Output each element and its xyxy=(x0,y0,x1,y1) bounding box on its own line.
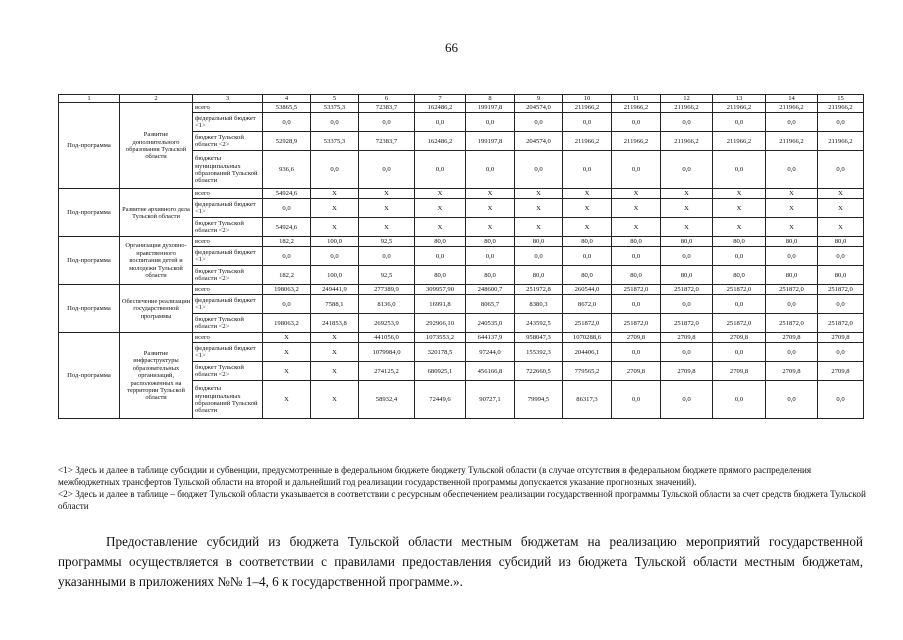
value-cell: 0,0 xyxy=(818,343,864,362)
value-cell: 0,0 xyxy=(661,113,713,132)
value-cell: 92,5 xyxy=(359,237,415,247)
value-cell: 80,0 xyxy=(415,266,466,285)
table-row xyxy=(59,333,864,343)
value-cell: 0,0 xyxy=(661,151,713,189)
value-cell: 92,5 xyxy=(359,266,415,285)
value-cell: X xyxy=(359,199,415,218)
header-cell: 15 xyxy=(818,95,864,103)
value-cell: 779565,2 xyxy=(563,362,612,381)
value-cell: 0,0 xyxy=(661,295,713,314)
value-cell: X xyxy=(612,218,661,237)
value-cell: X xyxy=(311,381,359,419)
value-cell: 0,0 xyxy=(661,381,713,419)
value-cell: X xyxy=(311,343,359,362)
value-cell: X xyxy=(713,199,766,218)
value-cell: 80,0 xyxy=(415,237,466,247)
value-cell: 204406,1 xyxy=(563,343,612,362)
subprogram-label: Под-программа xyxy=(59,285,120,333)
value-cell: 86317,3 xyxy=(563,381,612,419)
value-cell: X xyxy=(311,362,359,381)
value-cell: 211966,2 xyxy=(818,132,864,151)
value-cell: 211966,2 xyxy=(661,103,713,113)
value-cell: 241853,8 xyxy=(311,314,359,333)
value-cell: 80,0 xyxy=(612,237,661,247)
funding-source: бюджет Тульской области <2> xyxy=(193,132,263,151)
value-cell: X xyxy=(311,218,359,237)
value-cell: 320178,5 xyxy=(415,343,466,362)
value-cell: 16991,8 xyxy=(415,295,466,314)
value-cell: 80,0 xyxy=(818,266,864,285)
subprogram-label: Под-программа xyxy=(59,333,120,419)
value-cell: 0,0 xyxy=(515,113,563,132)
value-cell: 0,0 xyxy=(713,113,766,132)
value-cell: 80,0 xyxy=(515,266,563,285)
table-row xyxy=(59,285,864,295)
value-cell: 80,0 xyxy=(713,266,766,285)
value-cell: 1073553,2 xyxy=(415,333,466,343)
table-row xyxy=(59,237,864,247)
value-cell: 251972,8 xyxy=(515,285,563,295)
value-cell: 0,0 xyxy=(515,247,563,266)
value-cell: 211966,2 xyxy=(818,103,864,113)
subprogram-title: Развитие инфраструктуры образовательных организаций, расположенных на территории Тульской области xyxy=(120,333,193,419)
value-cell: X xyxy=(661,199,713,218)
header-cell: 3 xyxy=(193,95,263,103)
funding-source: федеральный бюджет <1> xyxy=(193,247,263,266)
value-cell: 0,0 xyxy=(415,113,466,132)
value-cell: 456166,8 xyxy=(466,362,515,381)
value-cell: X xyxy=(766,218,818,237)
value-cell: 2709,8 xyxy=(661,362,713,381)
value-cell: 0,0 xyxy=(818,113,864,132)
value-cell: 0,0 xyxy=(818,151,864,189)
header-cell: 14 xyxy=(766,95,818,103)
value-cell: 211966,2 xyxy=(563,132,612,151)
funding-source: бюджет Тульской области <2> xyxy=(193,266,263,285)
value-cell: 80,0 xyxy=(466,266,515,285)
value-cell: 53375,3 xyxy=(311,103,359,113)
value-cell: 53865,5 xyxy=(263,103,311,113)
value-cell: 204574,0 xyxy=(515,132,563,151)
value-cell: 2709,8 xyxy=(661,333,713,343)
header-cell: 5 xyxy=(311,95,359,103)
header-cell: 6 xyxy=(359,95,415,103)
value-cell: 2709,8 xyxy=(713,333,766,343)
value-cell: 0,0 xyxy=(661,343,713,362)
value-cell: 0,0 xyxy=(311,113,359,132)
value-cell: 251872,0 xyxy=(612,285,661,295)
value-cell: 0,0 xyxy=(415,151,466,189)
value-cell: X xyxy=(818,189,864,199)
footnote-1: <1> Здесь и далее в таблице субсидии и субвенции, предусмотренные в федеральном бюджете бюджету Тульской области (в случае отсутствия в федеральном бюджете прямого распределения межбюджетных трансфертов Тульской области на второй и дальнейший год реализации государственной программы допускается указание прогнозных значений). xyxy=(58,465,812,487)
value-cell: 211966,2 xyxy=(766,132,818,151)
funding-source: всего xyxy=(193,333,263,343)
value-cell: X xyxy=(661,189,713,199)
subprogram-label: Под-программа xyxy=(59,189,120,237)
value-cell: 72383,7 xyxy=(359,103,415,113)
value-cell: 72383,7 xyxy=(359,132,415,151)
value-cell: 8380,3 xyxy=(515,295,563,314)
subprogram-title: Организация духовно-нравственного воспитания детей и молодежи Тульской области xyxy=(120,237,193,285)
value-cell: 722660,5 xyxy=(515,362,563,381)
value-cell: 54924,6 xyxy=(263,189,311,199)
value-cell: X xyxy=(466,199,515,218)
value-cell: 958047,3 xyxy=(515,333,563,343)
funding-source: бюджеты муниципальных образований Тульской области xyxy=(193,381,263,419)
value-cell: X xyxy=(415,189,466,199)
value-cell: 79994,5 xyxy=(515,381,563,419)
value-cell: 251872,0 xyxy=(612,314,661,333)
value-cell: X xyxy=(515,199,563,218)
value-cell: 2709,8 xyxy=(713,362,766,381)
value-cell: 0,0 xyxy=(612,247,661,266)
value-cell: 0,0 xyxy=(563,113,612,132)
value-cell: 0,0 xyxy=(466,113,515,132)
header-cell: 13 xyxy=(713,95,766,103)
value-cell: 198063,2 xyxy=(263,285,311,295)
value-cell: 182,2 xyxy=(263,266,311,285)
value-cell: X xyxy=(466,218,515,237)
footnotes xyxy=(58,465,868,513)
value-cell: 0,0 xyxy=(359,113,415,132)
header-cell: 11 xyxy=(612,95,661,103)
value-cell: 199197,8 xyxy=(466,103,515,113)
subprogram-title: Развитие дополнительного образования Тульской области xyxy=(120,103,193,189)
funding-source: всего xyxy=(193,285,263,295)
value-cell: 80,0 xyxy=(612,266,661,285)
value-cell: 72449,6 xyxy=(415,381,466,419)
value-cell: 251872,0 xyxy=(563,314,612,333)
value-cell: 211966,2 xyxy=(713,103,766,113)
value-cell: 2709,8 xyxy=(612,333,661,343)
header-cell: 8 xyxy=(466,95,515,103)
value-cell: 936,6 xyxy=(263,151,311,189)
value-cell: X xyxy=(563,199,612,218)
value-cell: 0,0 xyxy=(661,247,713,266)
value-cell: 155392,3 xyxy=(515,343,563,362)
value-cell: X xyxy=(515,218,563,237)
value-cell: 8065,7 xyxy=(466,295,515,314)
value-cell: 211966,2 xyxy=(713,132,766,151)
value-cell: X xyxy=(612,189,661,199)
value-cell: X xyxy=(415,199,466,218)
value-cell: X xyxy=(661,218,713,237)
subprogram-label: Под-программа xyxy=(59,103,120,189)
value-cell: 80,0 xyxy=(766,266,818,285)
value-cell: 0,0 xyxy=(263,113,311,132)
value-cell: 100,0 xyxy=(311,237,359,247)
funding-table xyxy=(58,94,864,419)
value-cell: 198063,2 xyxy=(263,314,311,333)
table-row xyxy=(59,103,864,113)
value-cell: 211966,2 xyxy=(766,103,818,113)
value-cell: X xyxy=(515,189,563,199)
value-cell: 199197,8 xyxy=(466,132,515,151)
funding-source: бюджеты муниципальных образований Тульской области xyxy=(193,151,263,189)
funding-source: всего xyxy=(193,103,263,113)
value-cell: 251872,0 xyxy=(766,314,818,333)
value-cell: 0,0 xyxy=(818,247,864,266)
funding-source: федеральный бюджет <1> xyxy=(193,343,263,362)
value-cell: X xyxy=(766,189,818,199)
value-cell: 0,0 xyxy=(466,247,515,266)
value-cell: 80,0 xyxy=(713,237,766,247)
value-cell: 243592,5 xyxy=(515,314,563,333)
funding-source: федеральный бюджет <1> xyxy=(193,295,263,314)
value-cell: 0,0 xyxy=(766,247,818,266)
value-cell: 0,0 xyxy=(311,247,359,266)
value-cell: 0,0 xyxy=(263,295,311,314)
value-cell: 90727,1 xyxy=(466,381,515,419)
value-cell: 2709,8 xyxy=(766,362,818,381)
value-cell: X xyxy=(818,218,864,237)
value-cell: X xyxy=(359,189,415,199)
value-cell: 251872,0 xyxy=(713,314,766,333)
value-cell: X xyxy=(311,333,359,343)
value-cell: 204574,0 xyxy=(515,103,563,113)
value-cell: 0,0 xyxy=(766,295,818,314)
value-cell: 80,0 xyxy=(515,237,563,247)
value-cell: 0,0 xyxy=(713,151,766,189)
value-cell: 0,0 xyxy=(713,247,766,266)
value-cell: 251872,0 xyxy=(713,285,766,295)
header-cell: 4 xyxy=(263,95,311,103)
value-cell: 240535,0 xyxy=(466,314,515,333)
value-cell: 249441,9 xyxy=(311,285,359,295)
value-cell: 0,0 xyxy=(263,199,311,218)
value-cell: 100,0 xyxy=(311,266,359,285)
value-cell: 0,0 xyxy=(612,295,661,314)
value-cell: 80,0 xyxy=(766,237,818,247)
value-cell: 0,0 xyxy=(466,151,515,189)
funding-source: бюджет Тульской области <2> xyxy=(193,314,263,333)
value-cell: 80,0 xyxy=(661,266,713,285)
value-cell: 644137,9 xyxy=(466,333,515,343)
subprogram-title: Обеспечение реализации государственной программы xyxy=(120,285,193,333)
value-cell: 0,0 xyxy=(612,113,661,132)
funding-source: бюджет Тульской области <2> xyxy=(193,362,263,381)
header-cell: 10 xyxy=(563,95,612,103)
value-cell: 80,0 xyxy=(563,266,612,285)
value-cell: 182,2 xyxy=(263,237,311,247)
value-cell: 8136,0 xyxy=(359,295,415,314)
value-cell: 211966,2 xyxy=(563,103,612,113)
page-number: 66 xyxy=(445,40,458,55)
value-cell: 251872,0 xyxy=(661,314,713,333)
value-cell: X xyxy=(415,218,466,237)
funding-source: всего xyxy=(193,189,263,199)
value-cell: 80,0 xyxy=(563,237,612,247)
value-cell: 1079984,0 xyxy=(359,343,415,362)
value-cell: 2709,8 xyxy=(818,333,864,343)
value-cell: 0,0 xyxy=(263,247,311,266)
value-cell: X xyxy=(563,218,612,237)
value-cell: 162486,2 xyxy=(415,103,466,113)
value-cell: 1070288,6 xyxy=(563,333,612,343)
value-cell: X xyxy=(263,362,311,381)
value-cell: X xyxy=(359,218,415,237)
value-cell: X xyxy=(311,199,359,218)
value-cell: X xyxy=(713,218,766,237)
value-cell: 441056,0 xyxy=(359,333,415,343)
value-cell: 0,0 xyxy=(563,151,612,189)
value-cell: 52928,9 xyxy=(263,132,311,151)
value-cell: 0,0 xyxy=(612,151,661,189)
header-cell: 1 xyxy=(59,95,120,103)
value-cell: X xyxy=(311,189,359,199)
value-cell: 58932,4 xyxy=(359,381,415,419)
header-row xyxy=(59,95,864,103)
value-cell: X xyxy=(263,381,311,419)
value-cell: 53375,3 xyxy=(311,132,359,151)
value-cell: 80,0 xyxy=(818,237,864,247)
subprogram-title: Развитие архивного дела Тульской области xyxy=(120,189,193,237)
value-cell: 0,0 xyxy=(612,343,661,362)
value-cell: 269253,9 xyxy=(359,314,415,333)
paragraph-text: Предоставление субсидий из бюджета Тульской области местным бюджетам на реализацию мероприятий государственной программы осуществляется в соответствии с правилами предоставления субсидий из бюджета Тульской области местным бюджетам, указанными в приложениях №№ 1–4, 6 к государственной программе.». xyxy=(58,534,863,589)
header-cell: 9 xyxy=(515,95,563,103)
value-cell: 7588,1 xyxy=(311,295,359,314)
value-cell: 0,0 xyxy=(766,151,818,189)
value-cell: 0,0 xyxy=(415,247,466,266)
value-cell: 0,0 xyxy=(766,113,818,132)
value-cell: 251872,0 xyxy=(818,314,864,333)
funding-source: бюджет Тульской области <2> xyxy=(193,218,263,237)
value-cell: 260544,0 xyxy=(563,285,612,295)
value-cell: 0,0 xyxy=(766,381,818,419)
value-cell: 0,0 xyxy=(311,151,359,189)
value-cell: X xyxy=(713,189,766,199)
funding-source: федеральный бюджет <1> xyxy=(193,113,263,132)
value-cell: X xyxy=(612,199,661,218)
value-cell: 251872,0 xyxy=(766,285,818,295)
value-cell: 251872,0 xyxy=(661,285,713,295)
value-cell: 309957,90 xyxy=(415,285,466,295)
value-cell: 2709,8 xyxy=(766,333,818,343)
value-cell: 0,0 xyxy=(766,343,818,362)
value-cell: 0,0 xyxy=(563,247,612,266)
value-cell: 0,0 xyxy=(818,295,864,314)
value-cell: X xyxy=(563,189,612,199)
value-cell: 0,0 xyxy=(359,247,415,266)
value-cell: 211966,2 xyxy=(612,103,661,113)
value-cell: 0,0 xyxy=(612,381,661,419)
value-cell: 80,0 xyxy=(661,237,713,247)
value-cell: 2709,8 xyxy=(612,362,661,381)
value-cell: 80,0 xyxy=(466,237,515,247)
value-cell: 97244,0 xyxy=(466,343,515,362)
header-cell: 12 xyxy=(661,95,713,103)
header-cell: 7 xyxy=(415,95,466,103)
value-cell: X xyxy=(263,343,311,362)
value-cell: 211966,2 xyxy=(661,132,713,151)
value-cell: X xyxy=(818,199,864,218)
funding-source: федеральный бюджет <1> xyxy=(193,199,263,218)
value-cell: 0,0 xyxy=(818,381,864,419)
subprogram-label: Под-программа xyxy=(59,237,120,285)
value-cell: X xyxy=(466,189,515,199)
table-row xyxy=(59,189,864,199)
value-cell: X xyxy=(263,333,311,343)
value-cell: 162486,2 xyxy=(415,132,466,151)
value-cell: 54924,6 xyxy=(263,218,311,237)
value-cell: 0,0 xyxy=(713,381,766,419)
value-cell: 274125,2 xyxy=(359,362,415,381)
value-cell: 680925,1 xyxy=(415,362,466,381)
value-cell: X xyxy=(766,199,818,218)
funding-source: всего xyxy=(193,237,263,247)
body-paragraph xyxy=(58,532,863,591)
value-cell: 2709,8 xyxy=(818,362,864,381)
value-cell: 248600,7 xyxy=(466,285,515,295)
value-cell: 0,0 xyxy=(713,295,766,314)
value-cell: 0,0 xyxy=(515,151,563,189)
footnote-2: <2> Здесь и далее в таблице – бюджет Тульской области указывается в соответствии с ресурсным обеспечением реализации государственной программы Тульской области за счет средств бюджета Тульской области xyxy=(58,488,866,511)
value-cell: 8672,0 xyxy=(563,295,612,314)
value-cell: 292966,10 xyxy=(415,314,466,333)
value-cell: 211966,2 xyxy=(612,132,661,151)
header-cell: 2 xyxy=(120,95,193,103)
value-cell: 277389,9 xyxy=(359,285,415,295)
value-cell: 251872,0 xyxy=(818,285,864,295)
value-cell: 0,0 xyxy=(713,343,766,362)
value-cell: 0,0 xyxy=(359,151,415,189)
